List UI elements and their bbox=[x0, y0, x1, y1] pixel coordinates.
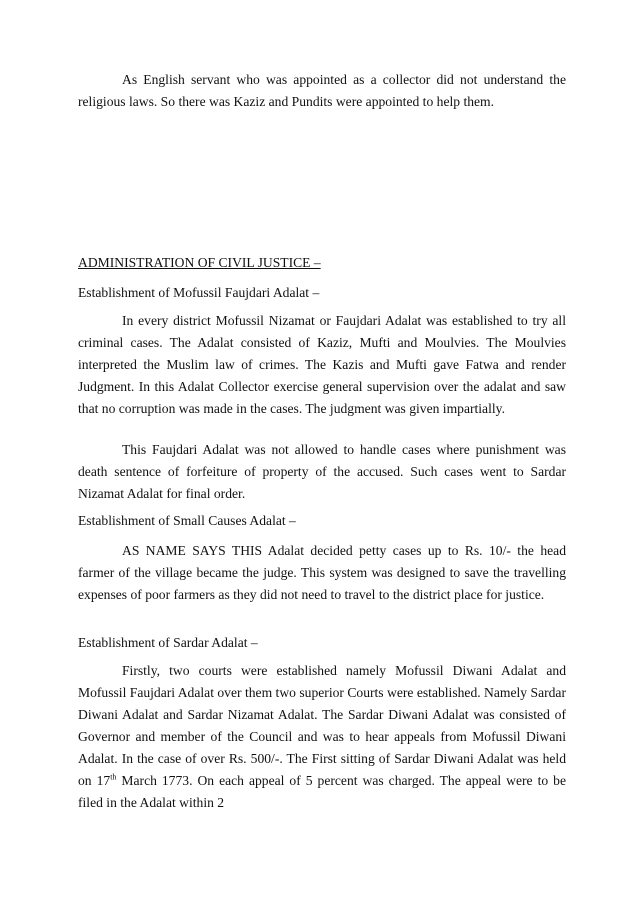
sardar-paragraph-text-2: March 1773. On each appeal of 5 percent was charged. The appeal were to be filed in the Adalat within 2 bbox=[78, 773, 566, 810]
section-title: ADMINISTRATION OF CIVIL JUSTICE – bbox=[78, 255, 321, 270]
sardar-paragraph bbox=[78, 660, 566, 814]
faujdari-heading: Establishment of Mofussil Faujdari Adalat – bbox=[78, 285, 320, 300]
faujdari-paragraph-1: In every district Mofussil Nizamat or Faujdari Adalat was established to try all criminal cases. The Adalat consisted of Kaziz, Mufti and Moulvies. The Moulvies interpreted the Muslim law of crimes. The Kazis and Mufti gave Fatwa and render Judgment. In this Adalat Collector exercise general supervision over the adalat and saw that no corruption was made in the cases. The judgment was given impartially. bbox=[78, 313, 566, 416]
small-causes-paragraph: AS NAME SAYS THIS Adalat decided petty cases up to Rs. 10/- the head farmer of the village became the judge. This system was designed to save the travelling expenses of poor farmers as they did not need to travel to the district place for justice. bbox=[78, 543, 566, 602]
sardar-paragraph-text-1: Firstly, two courts were established namely Mofussil Diwani Adalat and Mofussil Faujdari Adalat over them two superior Courts were established. Namely Sardar Diwani Adalat and Sardar Nizamat Adalat. The Sardar Diwani Adalat was consisted of Governor and member of the Council and was to hear appeals from Mofussil Diwani Adalat. In the case of over Rs. 500/-. The First sitting of Sardar Diwani Adalat was held on 17 bbox=[78, 663, 566, 788]
sardar-heading: Establishment of Sardar Adalat – bbox=[78, 635, 258, 650]
intro-paragraph: As English servant who was appointed as a collector did not understand the religious laws. So there was Kaziz and Pundits were appointed to help them. bbox=[78, 72, 566, 109]
faujdari-paragraph-2: This Faujdari Adalat was not allowed to handle cases where punishment was death sentence of forfeiture of property of the accused. Such cases went to Sardar Nizamat Adalat for final order. bbox=[78, 442, 566, 501]
small-causes-heading: Establishment of Small Causes Adalat – bbox=[78, 513, 296, 528]
date-ordinal-suffix: th bbox=[110, 772, 117, 782]
